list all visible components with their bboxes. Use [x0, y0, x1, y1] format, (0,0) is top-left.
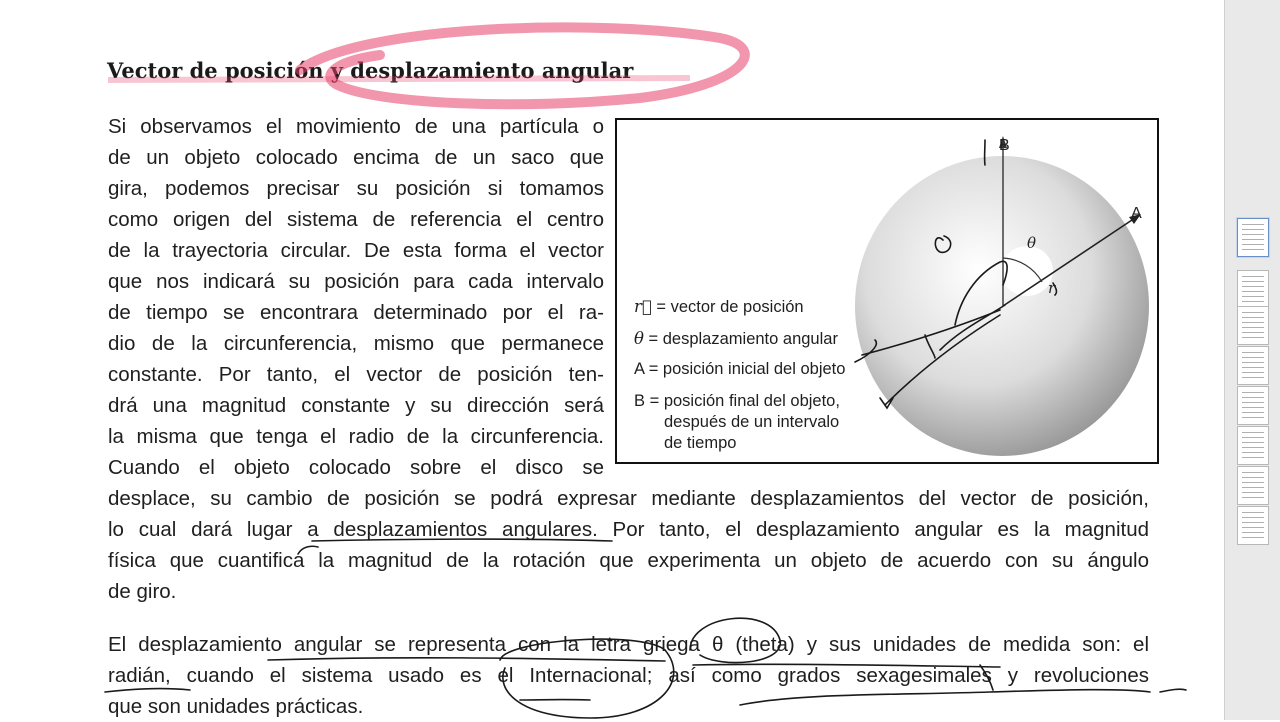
full-line-3: física que cuantifica la magnitud de la rotación que experimenta un objeto de acuerdo con su ángulo [108, 549, 1149, 572]
page-thumbnail-5[interactable] [1237, 386, 1269, 425]
label-a: A [1131, 205, 1142, 222]
left-line-10: drá una magnitud constante y su dirección será [108, 394, 604, 417]
legend-symbol-a: A [634, 360, 645, 378]
full-line-2: lo cual dará lugar a desplazamientos angulares. Por tanto, el desplazamiento angular es la magnitud [108, 518, 1149, 541]
legend-text-r: = vector de posición [651, 298, 804, 316]
page-thumbnail-8[interactable] [1237, 506, 1269, 545]
page-thumbnail-7[interactable] [1237, 466, 1269, 505]
left-line-5: de la trayectoria circular. De esta forma el vector [108, 239, 604, 262]
legend-text-b: = posición final del objeto, [645, 392, 840, 410]
left-line-12: Cuando el objeto colocado sobre el disco se [108, 456, 604, 479]
left-line-8: dio de la circunferencia, mismo que permanece [108, 332, 604, 355]
left-line-2: de un objeto colocado encima de un saco que [108, 146, 604, 169]
page-thumbnail-6[interactable] [1237, 426, 1269, 465]
page-thumbnail-3[interactable] [1237, 306, 1269, 345]
legend-item-b-cont1: después de un intervalo [664, 413, 840, 431]
para2-line-1: El desplazamiento angular se representa con la letra griega θ (theta) y sus unidades de medida son: el [108, 633, 1149, 656]
left-line-6: que nos indicará su posición para cada intervalo [108, 270, 604, 293]
para2-line-2: radián, cuando el sistema usado es el Internacional; así como grados sexagesimales y revoluciones [108, 664, 1149, 687]
rotating-disc-diagram [615, 118, 1159, 464]
full-line-1: desplace, su cambio de posición se podrá expresar mediante desplazamientos del vector de posición, [108, 487, 1149, 510]
label-theta: θ [1027, 234, 1037, 252]
page-thumbnail-2[interactable] [1237, 270, 1269, 309]
page-thumbnail-4[interactable] [1237, 346, 1269, 385]
left-line-4: como origen del sistema de referencia el centro [108, 208, 604, 231]
para2-line-3: que son unidades prácticas. [108, 695, 364, 718]
left-line-9: constante. Por tanto, el vector de posición ten- [108, 363, 604, 386]
left-line-3: gira, podemos precisar su posición si tomamos [108, 177, 604, 200]
left-line-7: de tiempo se encontrara determinado por el ra- [108, 301, 604, 324]
label-r: r [1048, 279, 1056, 297]
disc-shape [855, 156, 1149, 456]
section-heading: Vector de posición y desplazamiento angular [107, 58, 634, 83]
left-line-11: la misma que tenga el radio de la circunferencia. [108, 425, 604, 448]
left-line-1: Si observamos el movimiento de una partícula o [108, 115, 604, 138]
disc-hole [1001, 246, 1053, 296]
legend-symbol-r: r⃗ [634, 297, 652, 316]
label-b: B [999, 137, 1010, 154]
full-line-4: de giro. [108, 580, 177, 603]
legend-item-b-cont2: de tiempo [664, 434, 737, 452]
legend-symbol-theta: θ [634, 329, 644, 348]
page-thumbnail-1[interactable] [1237, 218, 1269, 257]
legend-symbol-b: B [634, 392, 646, 410]
legend-text-theta: = desplazamiento angular [643, 330, 838, 348]
legend-text-a: = posición inicial del objeto [644, 360, 846, 378]
